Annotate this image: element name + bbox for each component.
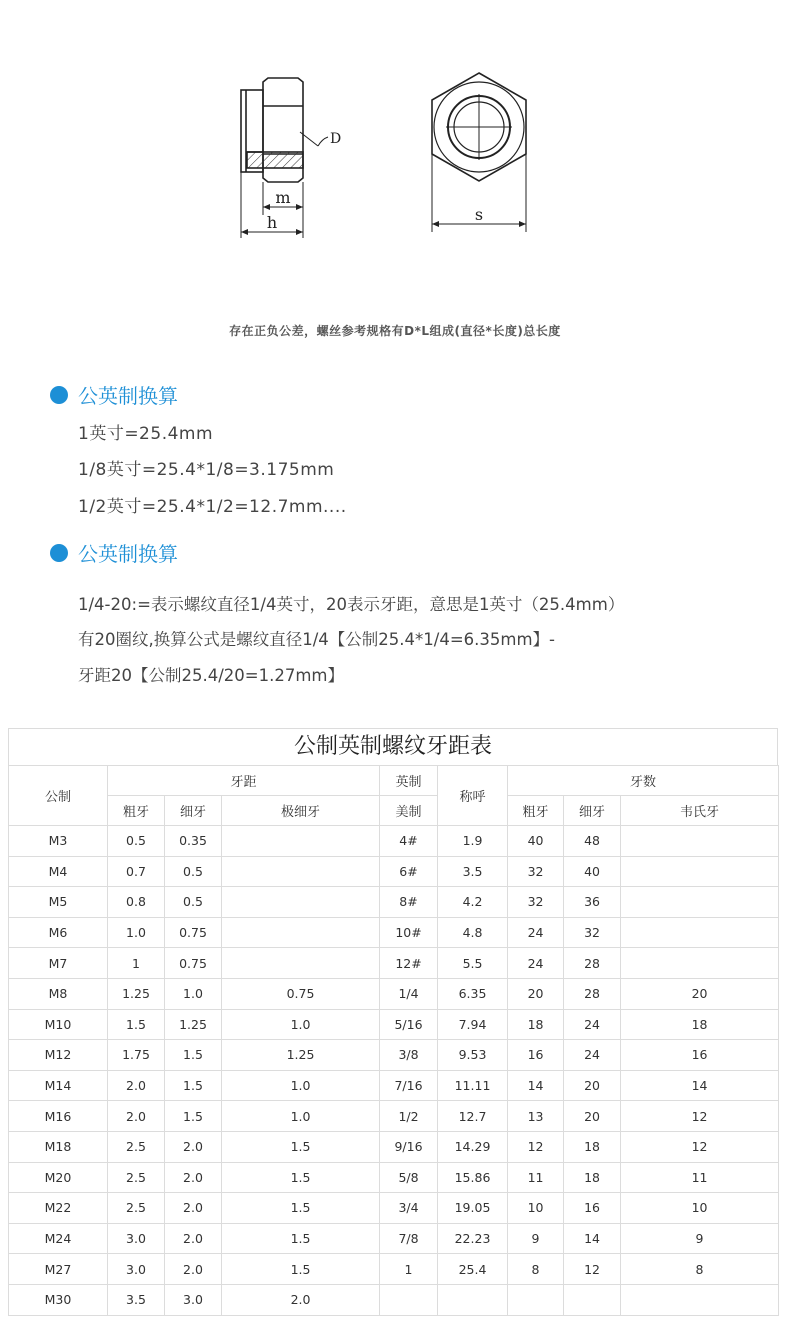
- table-cell: M22: [9, 1193, 108, 1224]
- table-cell: 1.0: [222, 1009, 380, 1040]
- table-cell: 2.0: [165, 1254, 222, 1285]
- table-cell: 5.5: [438, 948, 508, 979]
- table-cell: M8: [9, 978, 108, 1009]
- label-d: D: [330, 131, 342, 147]
- table-cell: 9/16: [380, 1131, 438, 1162]
- header-coarse: 粗牙: [108, 796, 165, 826]
- table-cell: 3.0: [165, 1284, 222, 1315]
- section-1-line-1: 1英寸=25.4mm: [78, 424, 214, 444]
- table-cell: 12: [621, 1131, 779, 1162]
- table-cell: 12#: [380, 948, 438, 979]
- table-row: [9, 887, 779, 918]
- table-cell: 6#: [380, 856, 438, 887]
- header-name: 称呼: [438, 766, 508, 826]
- table-cell: M16: [9, 1101, 108, 1132]
- table-cell: 8#: [380, 887, 438, 918]
- table-cell: 0.5: [165, 887, 222, 918]
- table-cell: 1: [380, 1254, 438, 1285]
- table-cell: 1.5: [222, 1254, 380, 1285]
- table-cell: 32: [508, 856, 564, 887]
- nut-technical-drawing: [0, 0, 790, 300]
- table-cell: 22.23: [438, 1223, 508, 1254]
- table-cell: 40: [564, 856, 621, 887]
- table-cell: 24: [508, 917, 564, 948]
- table-cell: [222, 856, 380, 887]
- thread-pitch-table: [8, 728, 778, 1316]
- table-cell: 5/16: [380, 1009, 438, 1040]
- table-cell: 1.0: [222, 1070, 380, 1101]
- table-cell: [222, 826, 380, 857]
- header-pitch: 牙距: [108, 766, 380, 796]
- table-cell: 18: [564, 1131, 621, 1162]
- table-cell: 1.5: [165, 1040, 222, 1071]
- table-row: [9, 1162, 779, 1193]
- table-cell: 0.35: [165, 826, 222, 857]
- table-cell: 0.75: [165, 948, 222, 979]
- section-2-line-2: 有20圈纹,换算公式是螺纹直径1/4【公制25.4*1/4=6.35mm】-: [78, 630, 556, 649]
- table-cell: 1.75: [108, 1040, 165, 1071]
- table-row: [9, 1284, 779, 1315]
- table-cell: 4.2: [438, 887, 508, 918]
- table-cell: 1.5: [165, 1101, 222, 1132]
- table-cell: 10#: [380, 917, 438, 948]
- table-cell: 0.75: [222, 978, 380, 1009]
- header-american: 美制: [380, 796, 438, 826]
- table-cell: 15.86: [438, 1162, 508, 1193]
- table-cell: 14: [564, 1223, 621, 1254]
- table-cell: [621, 1284, 779, 1315]
- table-cell: M14: [9, 1070, 108, 1101]
- table-cell: 18: [508, 1009, 564, 1040]
- table-cell: 19.05: [438, 1193, 508, 1224]
- table-row: [9, 1131, 779, 1162]
- table-cell: M7: [9, 948, 108, 979]
- table-cell: 24: [508, 948, 564, 979]
- section-1-title: 公英制换算: [78, 384, 178, 408]
- table-cell: 25.4: [438, 1254, 508, 1285]
- table-cell: 11: [621, 1162, 779, 1193]
- table-cell: 20: [564, 1101, 621, 1132]
- table-cell: 13: [508, 1101, 564, 1132]
- table-row: [9, 1193, 779, 1224]
- table-cell: M5: [9, 887, 108, 918]
- table-cell: [621, 887, 779, 918]
- table-row: [9, 856, 779, 887]
- table-cell: M20: [9, 1162, 108, 1193]
- table-cell: 1.0: [108, 917, 165, 948]
- table-cell: 8: [508, 1254, 564, 1285]
- table-cell: M12: [9, 1040, 108, 1071]
- table-cell: 3.5: [108, 1284, 165, 1315]
- bullet-dot-icon: [50, 544, 68, 562]
- table-cell: 9.53: [438, 1040, 508, 1071]
- section-2-line-3: 牙距20【公制25.4/20=1.27mm】: [78, 666, 344, 685]
- table-cell: 2.5: [108, 1131, 165, 1162]
- table-cell: [508, 1284, 564, 1315]
- table-cell: 1/2: [380, 1101, 438, 1132]
- table-cell: 14: [621, 1070, 779, 1101]
- header-metric: 公制: [9, 766, 108, 826]
- table-cell: 16: [508, 1040, 564, 1071]
- table-cell: 5/8: [380, 1162, 438, 1193]
- table-cell: [222, 887, 380, 918]
- table-cell: 36: [564, 887, 621, 918]
- diagram-caption: 存在正负公差，螺丝参考规格有D*L组成(直径*长度)总长度: [229, 324, 561, 338]
- table-cell: 16: [621, 1040, 779, 1071]
- table-row: [9, 1070, 779, 1101]
- table-row: [9, 1009, 779, 1040]
- table-cell: 6.35: [438, 978, 508, 1009]
- table-cell: 24: [564, 1040, 621, 1071]
- table-cell: 9: [621, 1223, 779, 1254]
- table-cell: M3: [9, 826, 108, 857]
- table-cell: 10: [621, 1193, 779, 1224]
- header-thread-count: 牙数: [508, 766, 779, 796]
- table-cell: 7/16: [380, 1070, 438, 1101]
- table-cell: 1.5: [108, 1009, 165, 1040]
- section-1-line-2: 1/8英寸=25.4*1/8=3.175mm: [78, 460, 335, 480]
- table-cell: 1.5: [222, 1131, 380, 1162]
- table-cell: 28: [564, 948, 621, 979]
- table-row: [9, 978, 779, 1009]
- table-cell: 2.5: [108, 1162, 165, 1193]
- table-cell: 8: [621, 1254, 779, 1285]
- table-cell: 0.75: [165, 917, 222, 948]
- section-1-heading: [50, 380, 178, 409]
- header-imperial: 英制: [380, 766, 438, 796]
- header-fine-count: 细牙: [564, 796, 621, 826]
- bullet-dot-icon: [50, 386, 68, 404]
- table-row: [9, 1223, 779, 1254]
- section-2-heading: [50, 538, 178, 567]
- table-cell: 0.8: [108, 887, 165, 918]
- header-coarse-count: 粗牙: [508, 796, 564, 826]
- table-cell: 7/8: [380, 1223, 438, 1254]
- table-cell: 4#: [380, 826, 438, 857]
- table-row: [9, 826, 779, 857]
- table-cell: 2.5: [108, 1193, 165, 1224]
- section-1-line-3: 1/2英寸=25.4*1/2=12.7mm....: [78, 497, 347, 517]
- table-cell: 1.9: [438, 826, 508, 857]
- table-cell: 1: [108, 948, 165, 979]
- nut-side-view: [241, 78, 328, 238]
- table-cell: 2.0: [165, 1131, 222, 1162]
- table-cell: 20: [621, 978, 779, 1009]
- table-cell: 0.5: [165, 856, 222, 887]
- table-cell: 24: [564, 1009, 621, 1040]
- table-cell: M18: [9, 1131, 108, 1162]
- table-cell: 18: [564, 1162, 621, 1193]
- table-cell: [621, 856, 779, 887]
- table-row: [9, 917, 779, 948]
- table-cell: [438, 1284, 508, 1315]
- header-fine: 细牙: [165, 796, 222, 826]
- table-row: [9, 1040, 779, 1071]
- table-cell: 20: [564, 1070, 621, 1101]
- table-cell: [222, 917, 380, 948]
- table-cell: 1.5: [165, 1070, 222, 1101]
- table-cell: 1.5: [222, 1223, 380, 1254]
- table-cell: 11: [508, 1162, 564, 1193]
- table-cell: [222, 948, 380, 979]
- table-cell: 4.8: [438, 917, 508, 948]
- table-cell: [621, 917, 779, 948]
- table-cell: 3.0: [108, 1254, 165, 1285]
- table-cell: M10: [9, 1009, 108, 1040]
- table-cell: 1/4: [380, 978, 438, 1009]
- table-cell: 48: [564, 826, 621, 857]
- table-cell: 9: [508, 1223, 564, 1254]
- table-row: [9, 1101, 779, 1132]
- table-cell: M4: [9, 856, 108, 887]
- section-2-title: 公英制换算: [78, 542, 178, 566]
- table-cell: 16: [564, 1193, 621, 1224]
- table-cell: 1.25: [222, 1040, 380, 1071]
- table-cell: [564, 1284, 621, 1315]
- table-cell: 1.25: [165, 1009, 222, 1040]
- table-cell: 14.29: [438, 1131, 508, 1162]
- table-cell: 2.0: [108, 1101, 165, 1132]
- table-cell: 12: [508, 1131, 564, 1162]
- table-cell: 20: [508, 978, 564, 1009]
- table-cell: 2.0: [165, 1193, 222, 1224]
- table-cell: 32: [564, 917, 621, 948]
- table-cell: M27: [9, 1254, 108, 1285]
- table-cell: 1.0: [222, 1101, 380, 1132]
- table-cell: M30: [9, 1284, 108, 1315]
- table-cell: [380, 1284, 438, 1315]
- table-cell: 12: [621, 1101, 779, 1132]
- table-cell: 1.5: [222, 1193, 380, 1224]
- header-whitworth: 韦氏牙: [621, 796, 779, 826]
- table-cell: M6: [9, 917, 108, 948]
- table-cell: 28: [564, 978, 621, 1009]
- table-cell: 1.25: [108, 978, 165, 1009]
- table-cell: 12.7: [438, 1101, 508, 1132]
- table-cell: 3.5: [438, 856, 508, 887]
- table-cell: 40: [508, 826, 564, 857]
- label-h: h: [266, 213, 278, 232]
- header-extra-fine: 极细牙: [222, 796, 380, 826]
- table-cell: 3.0: [108, 1223, 165, 1254]
- table-cell: 3/8: [380, 1040, 438, 1071]
- section-2-line-1: 1/4-20:=表示螺纹直径1/4英寸，20表示牙距，意思是1英寸（25.4mm）: [78, 595, 625, 614]
- table-cell: [621, 948, 779, 979]
- table-title: 公制英制螺纹牙距表: [8, 728, 778, 765]
- table-row: [9, 948, 779, 979]
- table-cell: 12: [564, 1254, 621, 1285]
- table-cell: 0.5: [108, 826, 165, 857]
- table-cell: 3/4: [380, 1193, 438, 1224]
- table-cell: 10: [508, 1193, 564, 1224]
- table-cell: 7.94: [438, 1009, 508, 1040]
- table-cell: 18: [621, 1009, 779, 1040]
- table-cell: 1.5: [222, 1162, 380, 1193]
- table-cell: 32: [508, 887, 564, 918]
- table-cell: M24: [9, 1223, 108, 1254]
- table-cell: 2.0: [165, 1223, 222, 1254]
- table-cell: 1.0: [165, 978, 222, 1009]
- table-cell: 0.7: [108, 856, 165, 887]
- label-s: s: [474, 205, 484, 224]
- table-cell: 11.11: [438, 1070, 508, 1101]
- table-cell: 2.0: [165, 1162, 222, 1193]
- table-cell: 2.0: [222, 1284, 380, 1315]
- table-cell: [621, 826, 779, 857]
- table-cell: 2.0: [108, 1070, 165, 1101]
- table-cell: 14: [508, 1070, 564, 1101]
- label-m: m: [275, 188, 291, 207]
- table-row: [9, 1254, 779, 1285]
